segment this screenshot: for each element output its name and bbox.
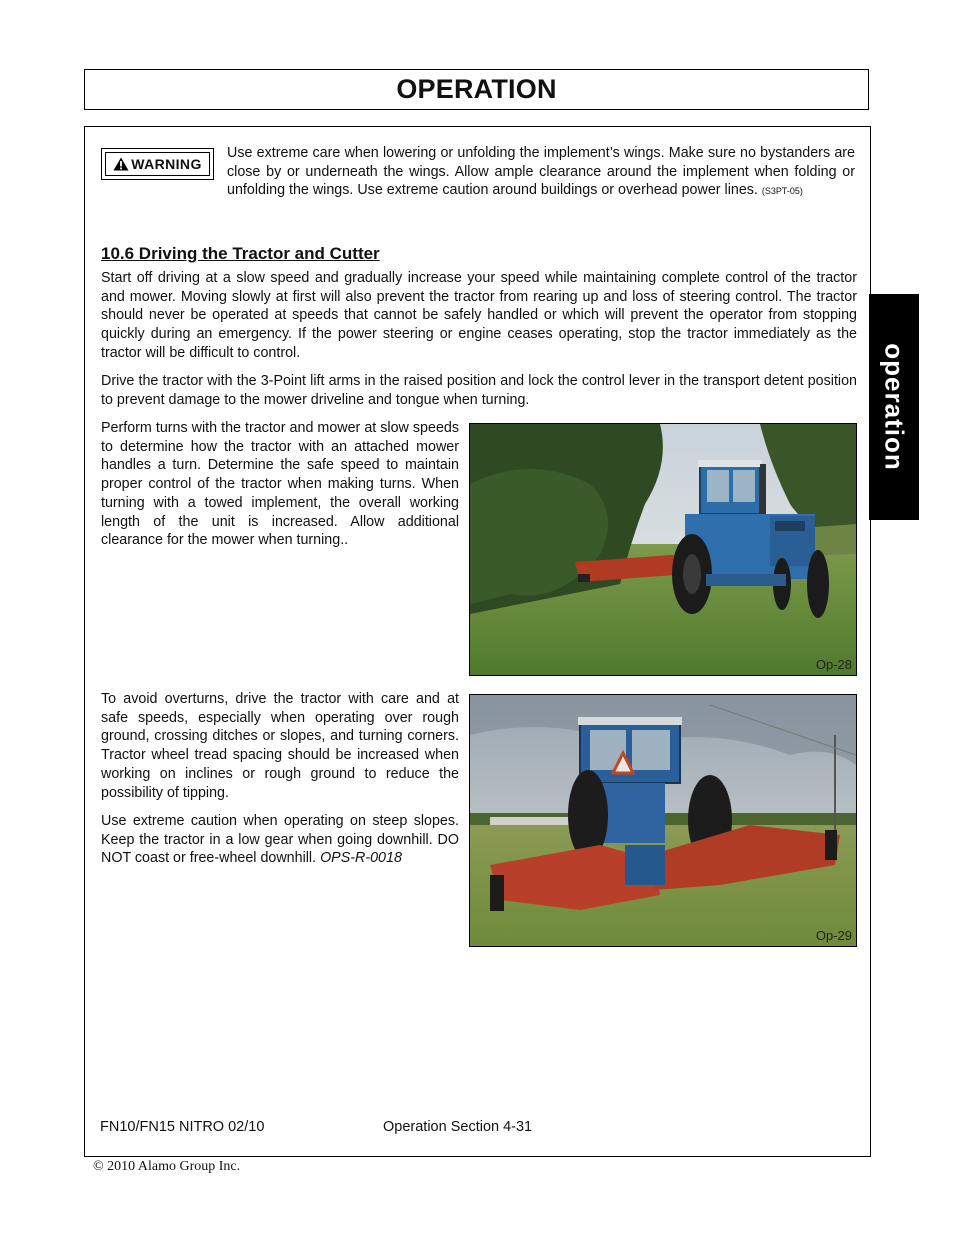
warning-badge-inner — [105, 152, 210, 176]
paragraph-turns: Perform turns with the tractor and mower at slow speeds to determine how the tractor with an attached mower handles a turn. Determine the safe speed to maintain proper control of the tractor when making turns. When turning with a towed implement, the overall working length of the unit is increased. Allow additional clearance for the mower when turning.. — [101, 420, 459, 549]
steep-slopes-code: OPS-R-0018 — [320, 850, 402, 867]
steep-slopes-text: Use extreme caution when operating on steep slopes. Keep the tractor in a low gear when going downhill. DO NOT coast or free-wheel downhill. — [101, 813, 459, 867]
header-box — [84, 69, 869, 110]
section-heading: 10.6 Driving the Tractor and Cutter — [101, 244, 380, 263]
warning-code: (S3PT-05) — [761, 186, 803, 197]
warning-triangle-icon — [113, 157, 129, 171]
side-tab — [869, 294, 919, 520]
paragraph-lift-arms: Drive the tractor with the 3-Point lift arms in the raised position and lock the control lever in the transport detent position to prevent damage to the mower driveline and tongue when turning. — [101, 373, 857, 408]
paragraph-steep-slopes — [101, 812, 459, 868]
paragraph-start-driving: Start off driving at a slow speed and gradually increase your speed while maintaining complete control of the tractor and mower. Moving slowly at first will also prevent the tractor from rearing up and loss of steering control. The tractor should never be operated at speeds that cannot be safely handled or which will prevent the operator from stopping quickly during an emergency. If the power steering or engine ceases operating, stop the tractor immediately as the tractor will be difficult to control. — [101, 270, 857, 361]
photo-tractor-towing-mower — [469, 423, 857, 676]
warning-text: Use extreme care when lowering or unfolding the implement’s wings. Make sure no bystanders are close by or underneath the wings. Allow ample clearance around the implement when folding or unfolding the wings. Use extreme caution around buildings or overhead power lines. — [227, 145, 855, 199]
footer-section: Operation Section 4-31 — [383, 1119, 533, 1135]
tractor-towing-illustration — [470, 424, 856, 675]
footer-model: FN10/FN15 NITRO 02/10 — [100, 1119, 265, 1135]
warning-label: WARNING — [131, 156, 202, 172]
warning-message — [227, 144, 855, 201]
tractor-wing-mower-illustration — [470, 695, 856, 946]
photo-tractor-wing-mower — [469, 694, 857, 947]
footer-copyright: © 2010 Alamo Group Inc. — [93, 1159, 241, 1174]
side-tab-label: operation — [879, 343, 910, 471]
figure-caption-op-28: Op-28 — [815, 657, 852, 672]
warning-badge — [101, 148, 214, 180]
page-title: OPERATION — [396, 74, 557, 104]
paragraph-overturns: To avoid overturns, drive the tractor with care and at safe speeds, especially when operating over rough ground, crossing ditches or slopes, and turning corners. Tractor wheel tread spacing should be increased when working on inclines or rough ground to reduce the possibility of tipping. — [101, 691, 459, 801]
figure-caption-op-29: Op-29 — [815, 928, 852, 943]
